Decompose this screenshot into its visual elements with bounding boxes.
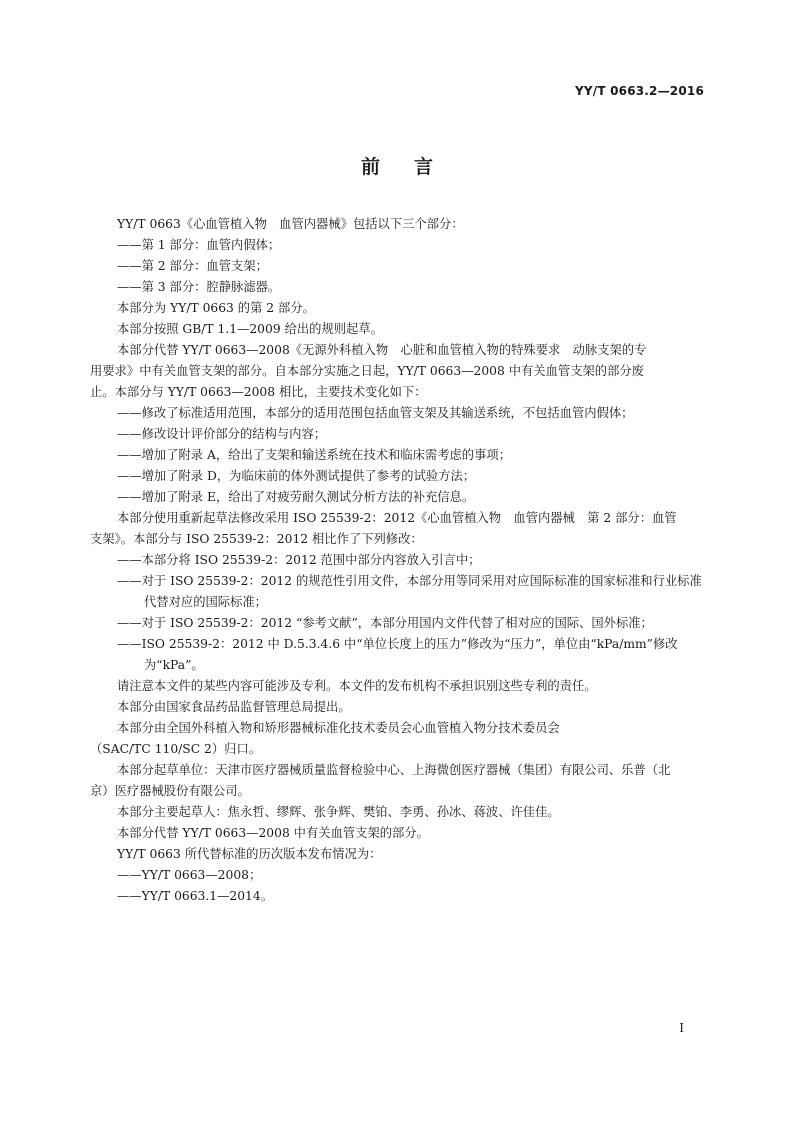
paragraph: 本部分按照 GB/T 1.1—2009 给出的规则起草。 bbox=[117, 322, 383, 336]
page-title: 前言 bbox=[360, 156, 467, 178]
list-item: ——YY/T 0663—2008； bbox=[117, 868, 262, 882]
paragraph-continuation: 京）医疗器械股份有限公司。 bbox=[90, 784, 250, 798]
paragraph-continuation: 支架》。本部分与 ISO 25539-2：2012 相比作了下列修改： bbox=[90, 532, 423, 546]
list-item: ——增加了附录 A，给出了支架和输送系统在技术和临床需考虑的事项； bbox=[117, 448, 511, 462]
paragraph: 本部分由国家食品药品监督管理总局提出。 bbox=[117, 700, 351, 714]
list-item: ——增加了附录 D，为临床前的体外测试提供了参考的试验方法； bbox=[117, 469, 476, 483]
paragraph-continuation: 用要求》中有关血管支架的部分。自本部分实施之日起，YY/T 0663—2008 中有关血管支架的部分废 bbox=[90, 364, 644, 378]
list-item: ——本部分将 ISO 25539-2：2012 范围中部分内容放入引言中； bbox=[117, 553, 481, 567]
list-item: ——第 2 部分：血管支架； bbox=[117, 259, 268, 273]
list-item: ——对于 ISO 25539-2：2012 的规范性引用文件，本部分用等同采用对应国际标准的国家标准和行业标准代替对应的国际标准； bbox=[117, 574, 702, 609]
paragraph: 本部分代替 YY/T 0663—2008《无源外科植入物 心脏和血管植入物的特殊要求 动脉支架的专 bbox=[117, 343, 647, 357]
foreword-body bbox=[90, 214, 707, 907]
list-item: ——修改了标准适用范围，本部分的适用范围包括血管支架及其输送系统，不包括血管内假体； bbox=[117, 406, 634, 420]
standard-code-header: YY/T 0663.2—2016 bbox=[574, 84, 704, 98]
paragraph: 本部分代替 YY/T 0663—2008 中有关血管支架的部分。 bbox=[117, 826, 429, 840]
paragraph: 本部分主要起草人：焦永哲、缪辉、张争辉、樊铂、李勇、孙冰、蒋波、许佳佳。 bbox=[117, 805, 560, 819]
paragraph: 请注意本文件的某些内容可能涉及专利。本文件的发布机构不承担识别这些专利的责任。 bbox=[117, 679, 597, 693]
list-item: ——YY/T 0663.1—2014。 bbox=[117, 889, 273, 903]
list-item: ——第 1 部分：血管内假体； bbox=[117, 238, 281, 252]
paragraph: 本部分由全国外科植入物和矫形器械标准化技术委员会心血管植入物分技术委员会 bbox=[117, 721, 560, 735]
paragraph: YY/T 0663《心血管植入物 血管内器械》包括以下三个部分： bbox=[117, 217, 464, 231]
paragraph: 本部分起草单位：天津市医疗器械质量监督检验中心、上海微创医疗器械（集团）有限公司、乐普（北 bbox=[117, 763, 671, 777]
page-number: I bbox=[679, 1021, 684, 1035]
list-item: ——对于 ISO 25539-2：2012 “参考文献”，本部分用国内文件代替了相对应的国际、国外标准； bbox=[117, 616, 653, 630]
list-item: ——第 3 部分：腔静脉滤器。 bbox=[117, 280, 281, 294]
list-item: ——增加了附录 E，给出了对疲劳耐久测试分析方法的补充信息。 bbox=[117, 490, 475, 504]
paragraph: YY/T 0663 所代替标准的历次版本发布情况为： bbox=[117, 847, 382, 861]
paragraph-continuation: 止。本部分与 YY/T 0663—2008 相比，主要技术变化如下： bbox=[90, 385, 427, 399]
paragraph-continuation: （SAC/TC 110/SC 2）归口。 bbox=[90, 742, 262, 756]
list-item: ——ISO 25539-2：2012 中 D.5.3.4.6 中“单位长度上的压力”修改为“压力”，单位由“kPa/mm”修改为“kPa”。 bbox=[117, 637, 678, 672]
list-item: ——修改设计评价部分的结构与内容； bbox=[117, 427, 327, 441]
paragraph: 本部分为 YY/T 0663 的第 2 部分。 bbox=[117, 301, 315, 315]
paragraph: 本部分使用重新起草法修改采用 ISO 25539-2：2012《心血管植入物 血管内器械 第 2 部分：血管 bbox=[117, 511, 677, 525]
